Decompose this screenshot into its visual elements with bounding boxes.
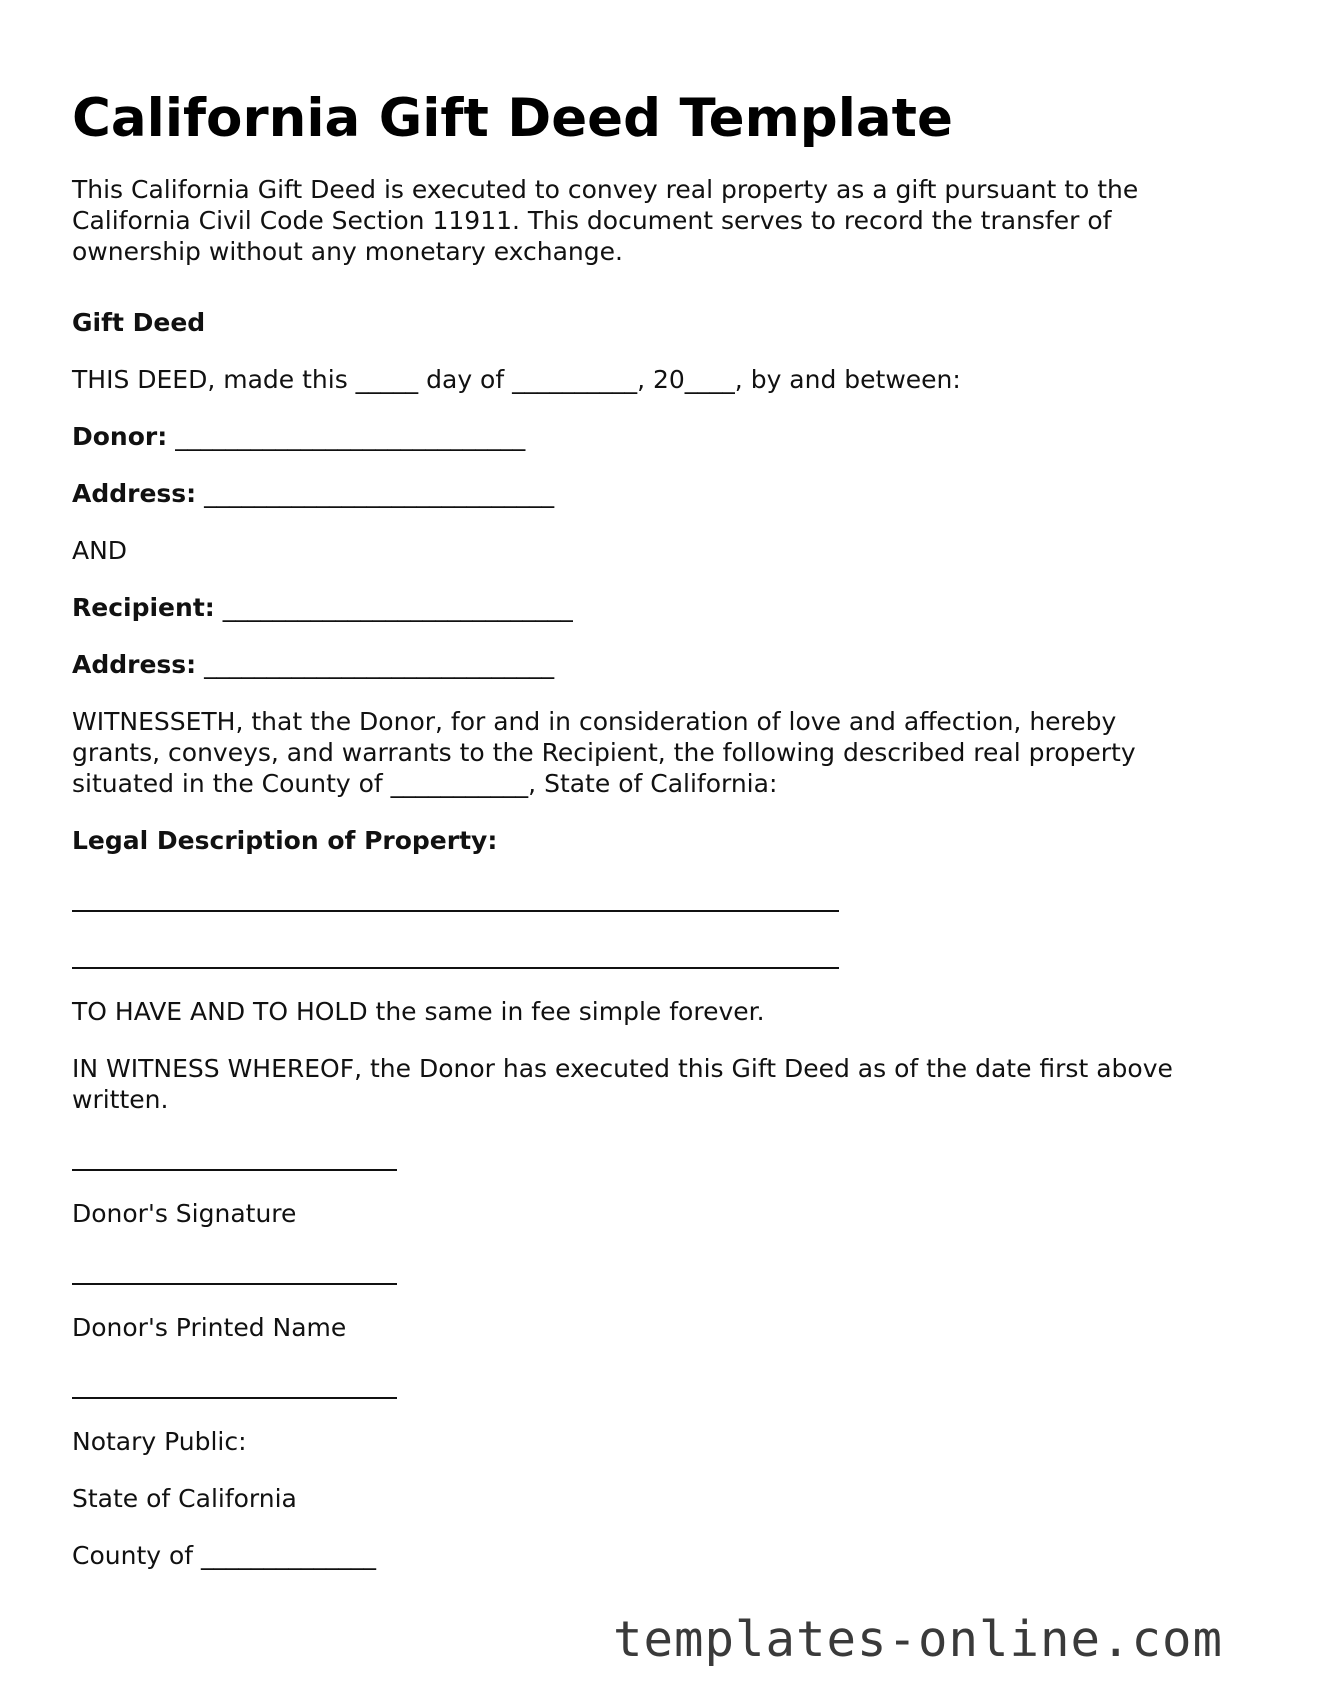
recipient-address-label: Address: [72,650,197,679]
recipient-address-field [72,649,554,680]
legal-description-line-1 [72,910,839,912]
in-witness-paragraph: IN WITNESS WHEREOF, the Donor has executed this Gift Deed as of the date first above written. [72,1054,1173,1114]
donor-field [72,421,525,452]
recipient-blank: ____________________________ [222,593,573,622]
notary-label: Notary Public: [72,1427,247,1456]
donor-printed-name-label: Donor's Printed Name [72,1313,347,1342]
intro-paragraph: This California Gift Deed is executed to convey real property as a gift pursuant to the California Civil Code Section 11911. This document serves to record the transfer of ownership without any monetary exchange. [72,175,1139,266]
donor-signature-label: Donor's Signature [72,1199,297,1228]
habendum-clause: TO HAVE AND TO HOLD the same in fee simple forever. [72,997,765,1026]
donor-address-blank: ____________________________ [204,479,555,508]
state-label: State of California [72,1484,297,1513]
legal-description-line-2 [72,967,839,969]
watermark: templates-online.com [613,1611,1224,1668]
legal-description-heading: Legal Description of Property: [72,826,498,855]
recipient-label: Recipient: [72,593,215,622]
donor-printed-name-line [72,1283,397,1285]
donor-label: Donor: [72,422,168,451]
recipient-address-blank: ____________________________ [204,650,555,679]
donor-address-field [72,478,554,509]
donor-blank: ____________________________ [175,422,526,451]
and-text: AND [72,536,128,565]
deed-date-line: THIS DEED, made this _____ day of __________, 20____, by and between: [72,365,961,394]
donor-address-label: Address: [72,479,197,508]
page-title: California Gift Deed Template [72,88,953,149]
recipient-field [72,592,573,623]
donor-signature-line [72,1169,397,1171]
county-label: County of ______________ [72,1541,377,1570]
notary-signature-line [72,1397,397,1399]
section-heading: Gift Deed [72,308,206,337]
witnesseth-paragraph: WITNESSETH, that the Donor, for and in consideration of love and affection, hereby grants, conveys, and warrants to the Recipient, the following described real property situated in the County of ___________, State of California: [72,707,1136,798]
